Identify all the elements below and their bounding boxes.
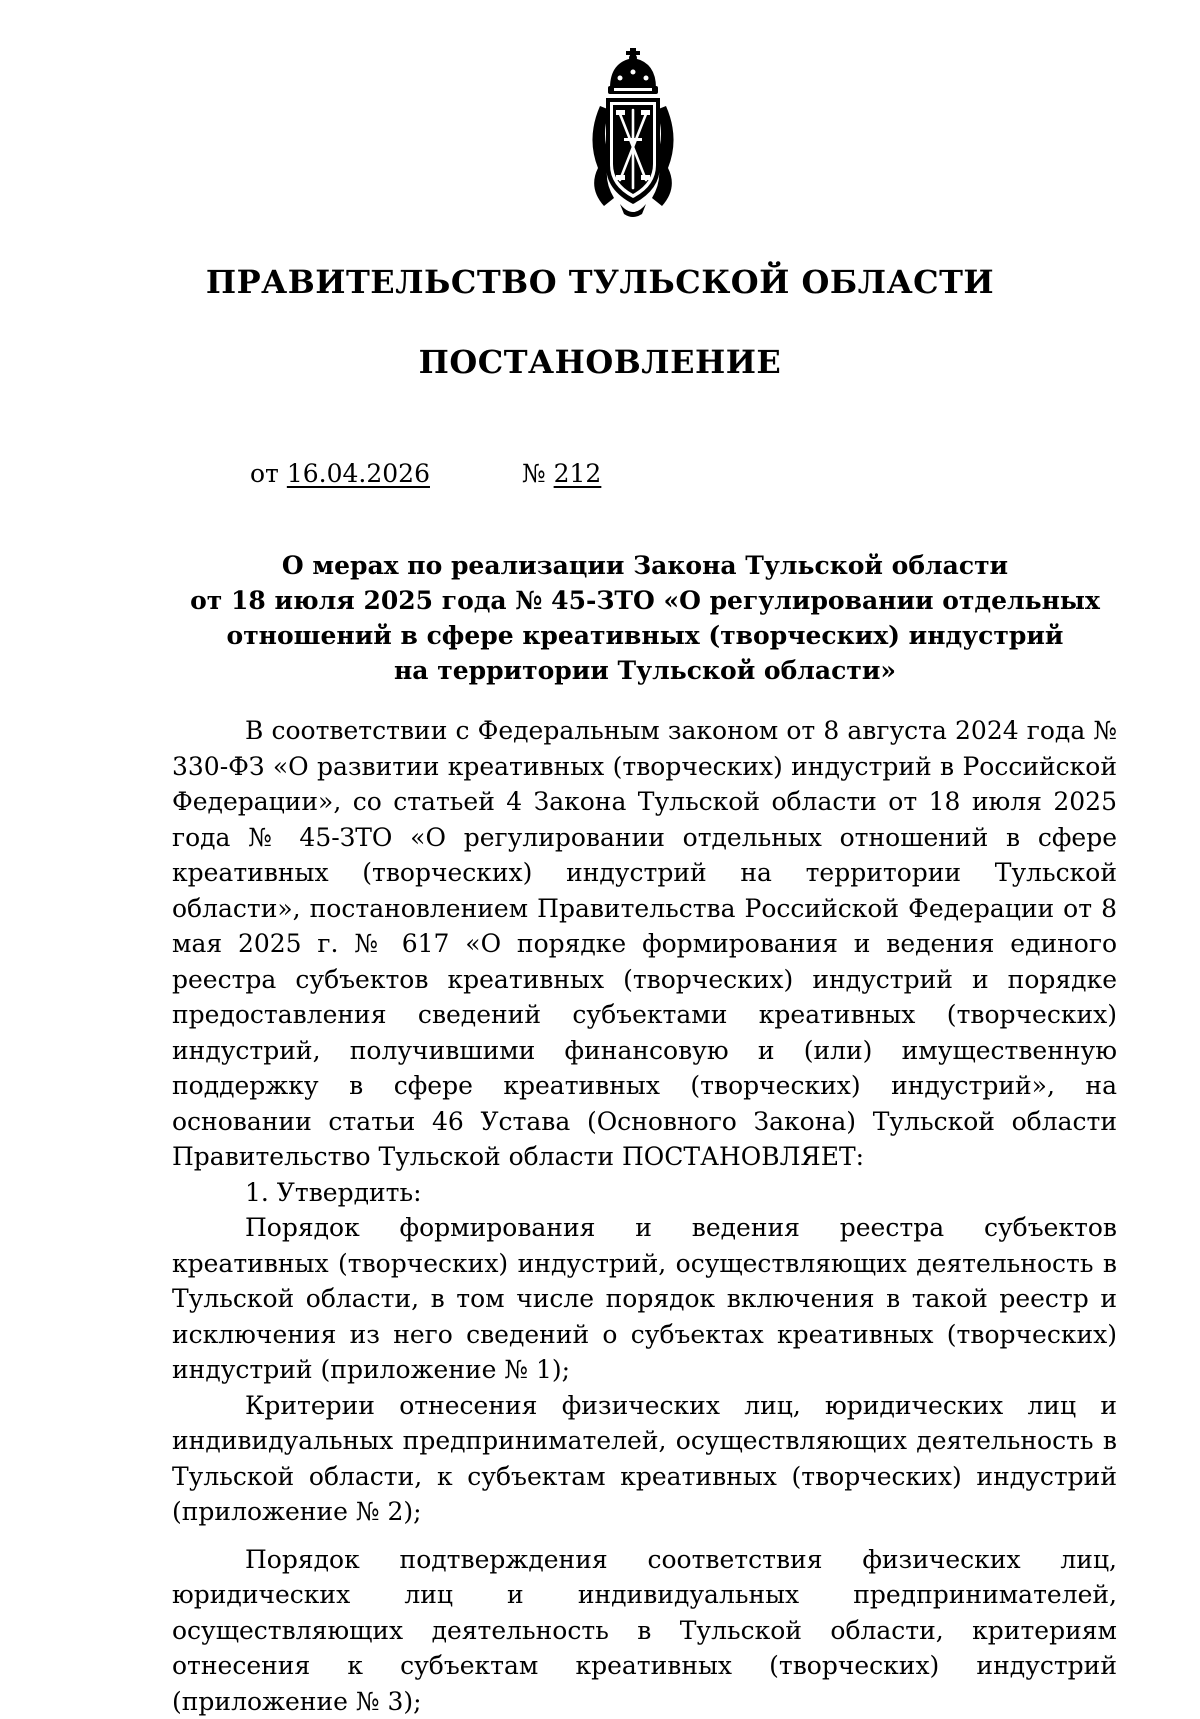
body-paragraph: В соответствии с Федеральным законом от 8 августа 2024 года № 330-ФЗ «О развитии креативных (творческих) индустрий в Российской Федерации», со статьей 4 Закона Тульской области от 18 июля 2025 года № 45-ЗТО «О регулировании отдельных отношений в сфере креативных (творческих) индустрий на территории Тульской области», постановлением Правительства Российской Федерации от 8 мая 2025 г. № 617 «О порядке формирования и ведения единого реестра субъектов креативных (творческих) индустрий и порядке предоставления сведений субъектами креативных (творческих) индустрий, получившими финансовую и (или) имущественную поддержку в сфере креативных (творческих) индустрий», на основании статьи 46 Устава (Основного Закона) Тульской области Правительство Тульской области ПОСТАНОВЛЯЕТ:	[172, 713, 1117, 1175]
coat-of-arms-icon	[580, 48, 686, 220]
body-paragraph: Порядок формирования и ведения реестра субъектов креативных (творческих) индустрий, осуществляющих деятельность в Тульской области, в том числе порядок включения в такой реестр и исключения из него сведений о субъектах креативных (творческих) индустрий (приложение № 1);	[172, 1210, 1117, 1388]
document-date	[250, 458, 430, 490]
document-type: ПОСТАНОВЛЕНИЕ	[0, 342, 1200, 382]
document-subject	[150, 548, 1140, 688]
subject-line: отношений в сфере креативных (творческих) индустрий	[150, 618, 1140, 653]
subject-line: О мерах по реализации Закона Тульской области	[150, 548, 1140, 583]
number-value: 212	[554, 459, 602, 488]
number-prefix: №	[522, 459, 546, 488]
date-prefix: от	[250, 459, 279, 488]
organization-title: ПРАВИТЕЛЬСТВО ТУЛЬСКОЙ ОБЛАСТИ	[0, 262, 1200, 302]
document-number	[522, 458, 601, 490]
body-paragraph: 1. Утвердить:	[172, 1175, 1117, 1211]
date-value: 16.04.2026	[287, 459, 430, 488]
subject-line: на территории Тульской области»	[150, 653, 1140, 688]
document-body	[172, 713, 1117, 1719]
body-paragraph: Критерии отнесения физических лиц, юридических лиц и индивидуальных предпринимателей, осуществляющих деятельность в Тульской области, к субъектам креативных (творческих) индустрий (приложение № 2);	[172, 1388, 1117, 1530]
body-paragraph: Порядок подтверждения соответствия физических лиц, юридических лиц и индивидуальных предпринимателей, осуществляющих деятельность в Тульской области, критериям отнесения к субъектам креативных (творческих) индустрий (приложение № 3);	[172, 1542, 1117, 1719]
subject-line: от 18 июля 2025 года № 45-ЗТО «О регулировании отдельных	[150, 583, 1140, 618]
